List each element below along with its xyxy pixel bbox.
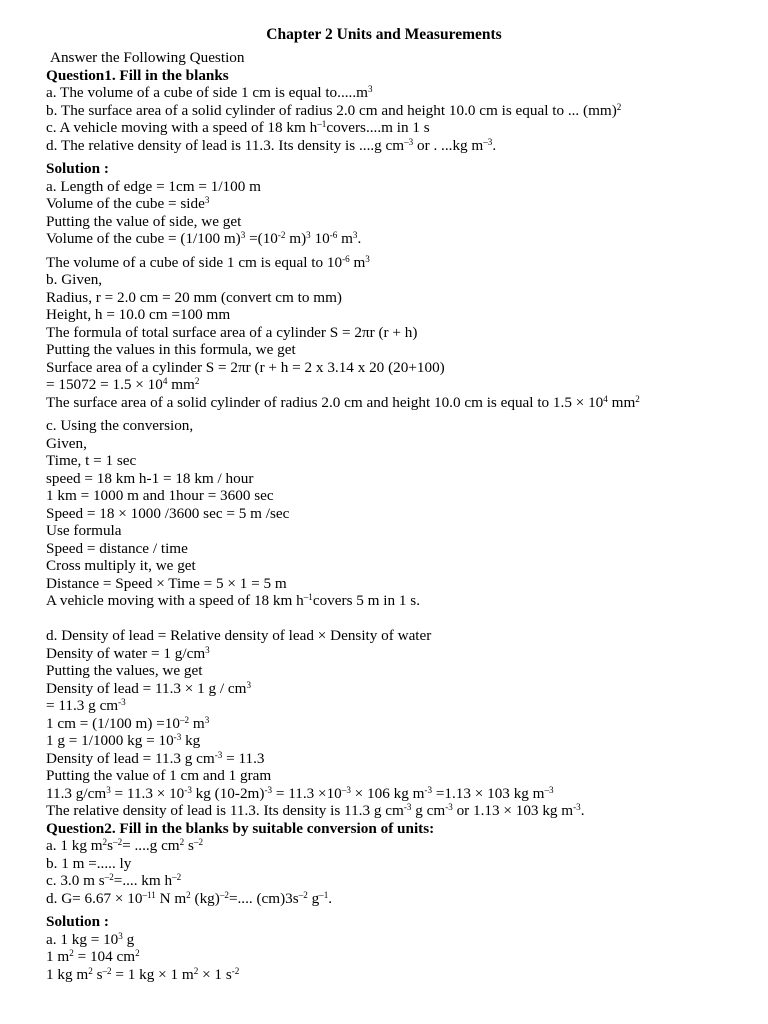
text-line: Putting the value of 1 cm and 1 gram <box>46 767 272 784</box>
text-line: 1 $m^2 = 104$ $cm^2$ <box>46 947 140 965</box>
text-line: 1 g = 1/1000 kg = $10^{-3}$ kg <box>46 731 201 749</box>
text-line: Speed = distance / time <box>46 539 188 557</box>
section-heading: Question1. Fill in the blanks <box>46 66 229 84</box>
text-line: Height, h = 10.0 cm =100 mm <box>46 306 231 323</box>
text-line: Use formula <box>46 522 122 539</box>
text-line: Radius, r = 2.0 cm = 20 mm (convert cm to mm) <box>46 288 342 306</box>
text-line: Volume of the cube = side$^3$ <box>46 194 210 212</box>
text-line: c. A vehicle moving with a speed of 18 km $h^{-1}covers....m$ in 1 s <box>46 118 430 136</box>
page-title: Chapter 2 Units and Measurements <box>266 26 502 43</box>
text-line: d. $G= 6.67 \times 10^{-11}$ N $m^2$ (kg)$^{-2}$=.... $(cm)3s^{-2}$ $g^{-1}$. <box>46 889 333 907</box>
text-line: Time, t = 1 sec <box>46 452 137 469</box>
text-line: a. 1 kg $m^2s^{-2}= ....g$ $cm^2$ $s^{-2}$ <box>46 836 204 854</box>
text-line: The relative density of lead is 11.3. Its density is 11.3 g $cm^{-3}$ g $cm^{-3}$ or 1.13 × 103 kg $m^{-3}$. <box>46 801 585 819</box>
text-line: Putting the values, we get <box>46 662 203 679</box>
text-line: Distance = Speed × Time = 5 × 1 = 5 m <box>46 574 287 592</box>
text-line: b. 1 m =..... ly <box>46 854 132 872</box>
text-line: a. Length of edge = 1cm = 1/100 m <box>46 177 261 195</box>
text-line: speed = 18 km h-1 = 18 km / hour <box>46 469 254 487</box>
text-line: a. 1 kg = $10^3$ g <box>46 930 135 948</box>
text-line: 1 cm = (1/100 $m) =10^{-2}$ $m^3$ <box>46 714 210 732</box>
text-line: A vehicle moving with a speed of 18 km $h^{-1}covers$ 5 m in 1 s. <box>46 591 420 609</box>
text-line: Density of lead = 11.3 g $cm^{-3} = 11.3$ <box>46 749 265 767</box>
text-line: d. The relative density of lead is 11.3. Its density is ....g $cm^{-3}$ or . ...kg $m^{-3}$. <box>46 136 497 154</box>
section-heading: Question2. Fill in the blanks by suitable conversion of units: <box>46 819 435 837</box>
text-line: Density of water = 1 $g/cm^3$ <box>46 644 210 662</box>
text-line: Answer the Following Question <box>50 49 245 66</box>
text-line: Speed = 18 × 1000 /3600 sec = 5 m /sec <box>46 504 290 522</box>
document-body <box>46 49 758 983</box>
text-line: a. The volume of a cube of side 1 cm is equal $to.....m^3$ <box>46 83 373 101</box>
text-line: = $15072 = 1.5 \times 10^4$ $mm^2$ <box>46 375 200 393</box>
text-line: 1 kg $m^2$ $s^{-2} = 1$ kg × 1 $m^2 \times 1$ $s^{-2}$ <box>46 965 240 983</box>
text-line: = 11.3 g $cm^{-3}$ <box>46 696 126 714</box>
section-heading <box>46 610 758 628</box>
text-line: b. The surface area of a solid cylinder of radius 2.0 cm and height 10.0 cm is equal to ... (mm)$^2$ <box>46 101 622 119</box>
text-line: d. Density of lead = Relative density of lead × Density of water <box>46 627 432 644</box>
text-line: 11.3 $g/cm^3 = 11.3 \times 10^{-3}$ kg $(10-2m)^{-3} = 11.3 \times 10^{-3} \times 106$ kg $m^{-3} =1.13 \times 103$ kg $m^{-3}$ <box>46 784 554 802</box>
text-line: Density of lead = 11.3 × 1 g / $cm^3$ <box>46 679 252 697</box>
text-line: 1 km = 1000 m and 1hour = 3600 sec <box>46 487 274 504</box>
text-line: The volume of a cube of side 1 cm is equal to $10^{-6}$ $m^3$ <box>46 253 370 271</box>
text-line: Cross multiply it, we get <box>46 557 196 574</box>
text-line: b. Given, <box>46 271 103 288</box>
text-line: Given, <box>46 434 87 452</box>
text-line: c. Using the conversion, <box>46 417 194 434</box>
text-line: Volume of the cube = (1/100 $m)^3 =(10^{-2}$ m)$^3$ $10^{-6}$ $m^3$. <box>46 229 362 247</box>
text-line: Putting the value of side, we get <box>46 212 242 230</box>
section-heading: Solution : <box>46 913 109 930</box>
text-line: c. 3.0 m $s^{-2}=$.... km $h^{-2}$ <box>46 871 182 889</box>
text-line: The formula of total surface area of a cylinder S = 2πr (r + h) <box>46 323 418 341</box>
text-line: Putting the values in this formula, we get <box>46 341 296 358</box>
text-line: The surface area of a solid cylinder of radius 2.0 cm and height 10.0 cm is equal to $1.5 \times 10^4$ $mm^2$ <box>46 393 640 411</box>
text-line: Surface area of a cylinder S = 2πr (r + h = 2 x 3.14 x 20 (20+100) <box>46 358 445 376</box>
section-heading: Solution : <box>46 160 109 177</box>
